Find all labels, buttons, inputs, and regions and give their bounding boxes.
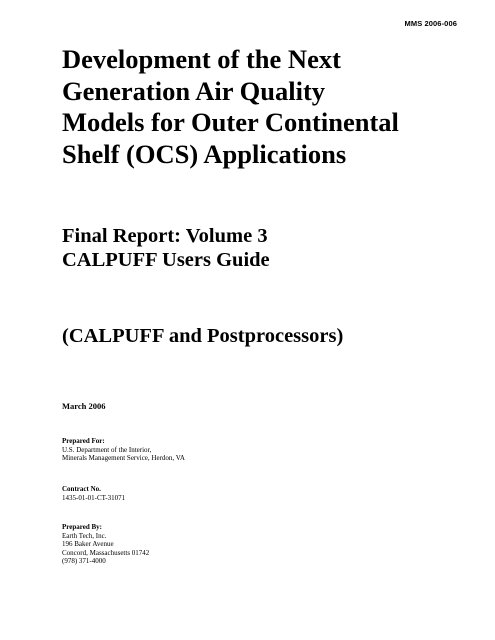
report-subtitle (62, 225, 270, 272)
prepared-by-line: Concord, Massachusetts 01742 (62, 548, 150, 557)
prepared-by-label: Prepared By: (62, 523, 102, 531)
report-title (62, 44, 482, 170)
title-line: Models for Outer Continental (62, 107, 399, 137)
contract-block (62, 485, 125, 502)
prepared-for-line: U.S. Department of the Interior, (62, 445, 152, 454)
contract-label: Contract No. (62, 485, 101, 493)
contract-number: 1435-01-01-CT-31071 (62, 493, 126, 502)
subtitle-parenthetical: (CALPUFF and Postprocessors) (62, 325, 344, 347)
subtitle-line: CALPUFF Users Guide (62, 248, 270, 271)
prepared-for-block (62, 437, 185, 463)
prepared-by-block (62, 523, 149, 566)
prepared-by-line: (978) 371-4000 (62, 557, 106, 565)
title-line: Generation Air Quality (62, 75, 326, 106)
prepared-by-line: Earth Tech, Inc. (62, 531, 107, 540)
report-date: March 2006 (62, 401, 106, 411)
prepared-by-line: 196 Baker Avenue (62, 540, 114, 548)
prepared-for-line: Minerals Management Service, Herdon, VA (62, 454, 185, 462)
title-line: Shelf (OCS) Applications (62, 138, 347, 169)
title-line: Development of the Next (62, 44, 341, 74)
prepared-for-label: Prepared For: (62, 437, 105, 445)
subtitle-line: Final Report: Volume 3 (62, 225, 268, 247)
document-number: MMS 2006-006 (404, 19, 457, 28)
